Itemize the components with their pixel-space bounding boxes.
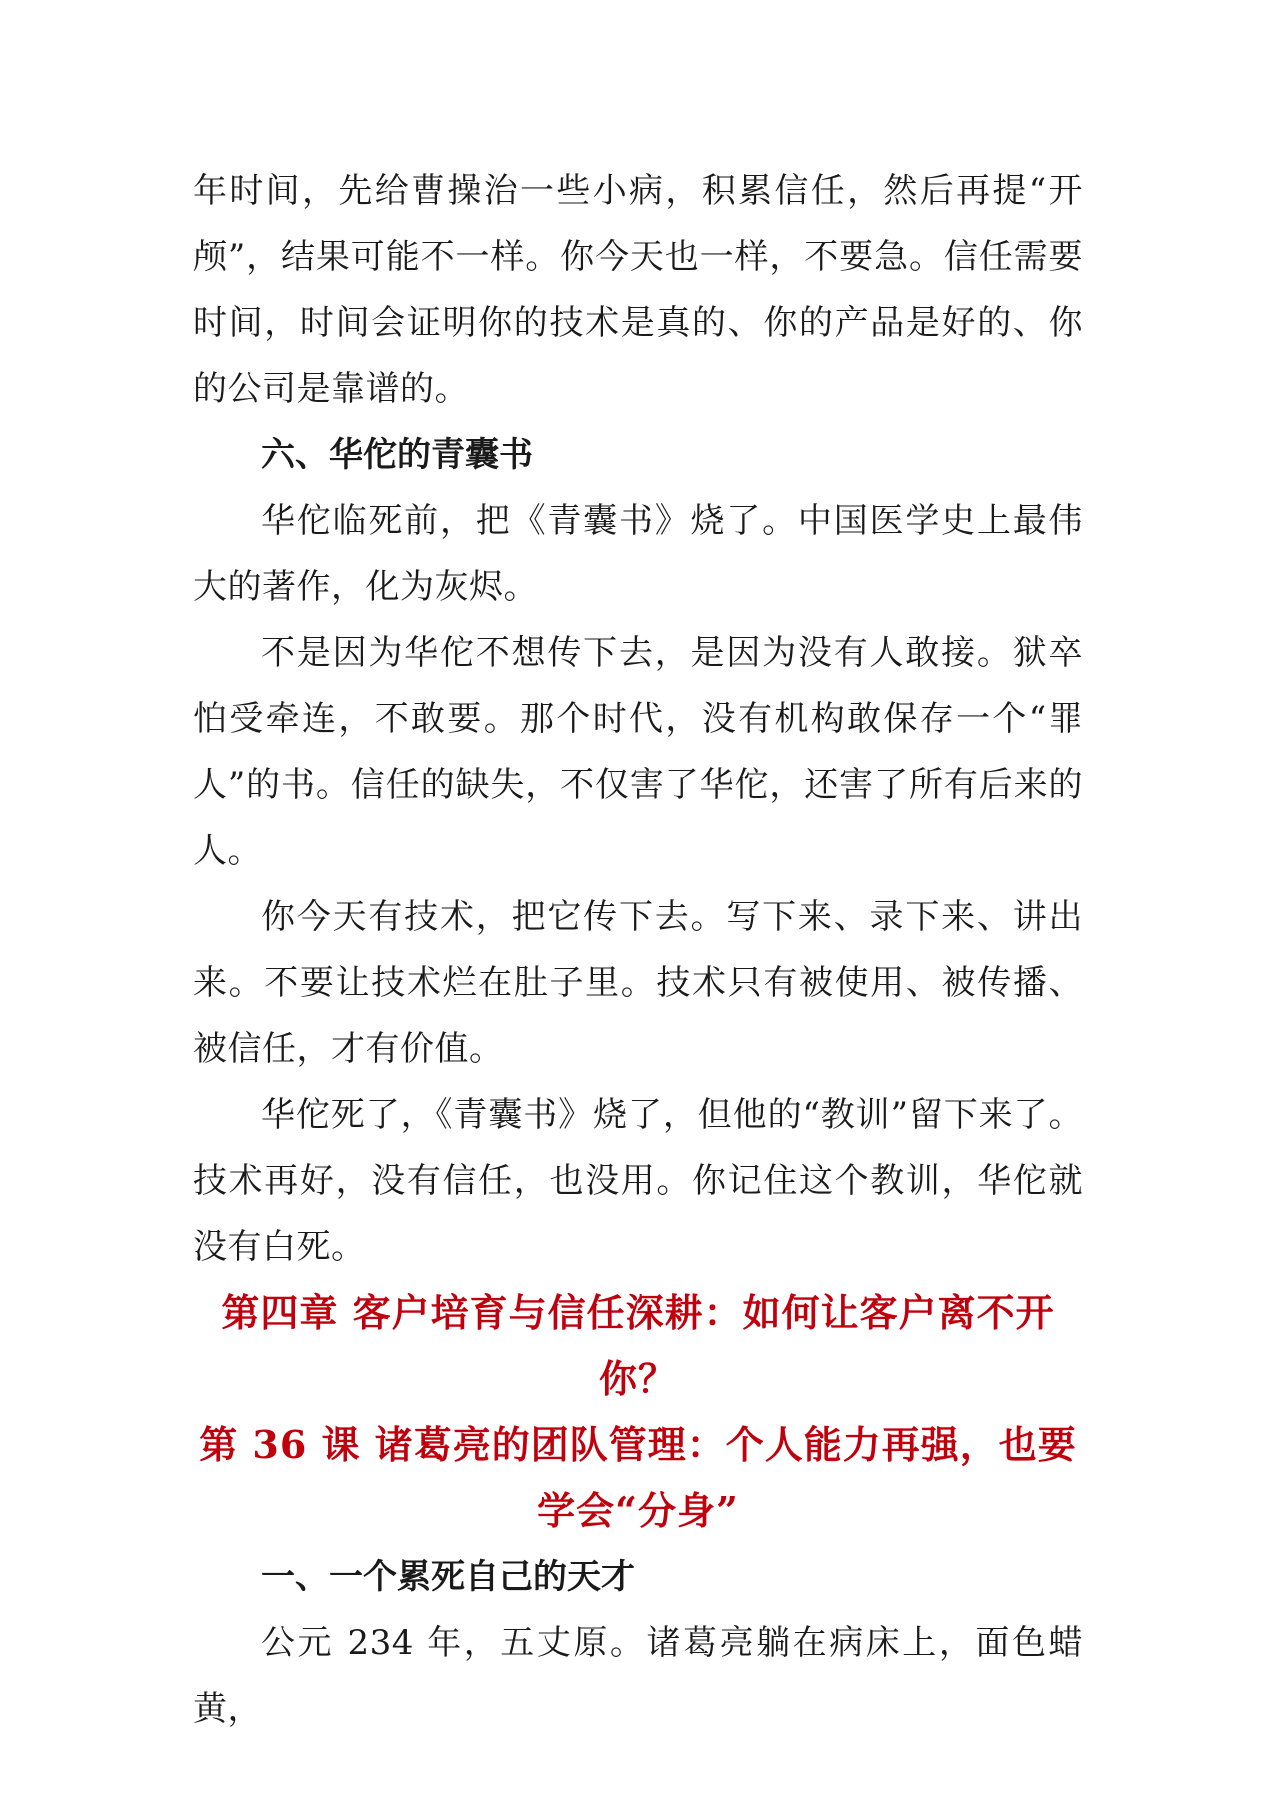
lesson-title: 第 36 课 诸葛亮的团队管理：个人能力再强，也要学会“分身” [199, 1422, 1077, 1533]
paragraph: 华佗临死前，把《青囊书》烧了。中国医学史上最伟大的著作，化为灰烬。 [193, 501, 1083, 607]
chapter-title: 第四章 客户培育与信任深耕：如何让客户离不开你？ [221, 1290, 1055, 1401]
document-page [193, 158, 1083, 1742]
paragraph: 公元 234 年，五丈原。诸葛亮躺在病床上，面色蜡黄， [193, 1623, 1083, 1729]
paragraph-continued: 年时间，先给曹操治一些小病，积累信任，然后再提“开颅”，结果可能不一样。你今天也一样，不要急。信任需要时间，时间会证明你的技术是真的、你的产品是好的、你的公司是靠谱的。 [193, 171, 1083, 409]
section-heading-6: 六、华佗的青囊书 [261, 435, 533, 475]
paragraph: 华佗死了，《青囊书》烧了，但他的“教训”留下来了。技术再好，没有信任，也没用。你记住这个教训，华佗就没有白死。 [193, 1095, 1083, 1267]
paragraph: 你今天有技术，把它传下去。写下来、录下来、讲出来。不要让技术烂在肚子里。技术只有被使用、被传播、被信任，才有价值。 [193, 897, 1083, 1069]
paragraph: 不是因为华佗不想传下去，是因为没有人敢接。狱卒怕受牵连，不敢要。那个时代，没有机构敢保存一个“罪人”的书。信任的缺失，不仅害了华佗，还害了所有后来的人。 [193, 633, 1083, 871]
section-heading-1: 一、一个累死自己的天才 [261, 1557, 635, 1597]
